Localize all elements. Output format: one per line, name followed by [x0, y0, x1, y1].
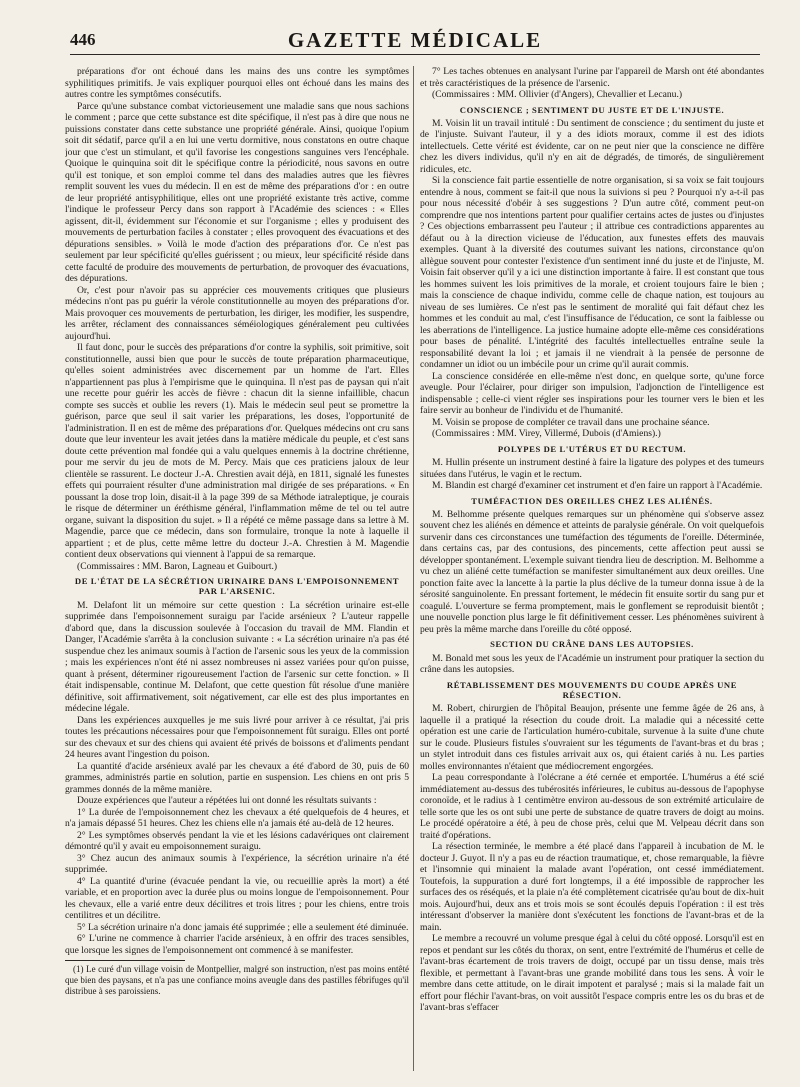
list-item: 6° L'urine ne commence à charrier l'acide arsénieux, à en offrir des traces sensibles, que lorsque les signes de l'empoisonnement ont commencé à se manifester. — [65, 933, 409, 956]
section-heading: POLYPES DE L'UTÉRUS ET DU RECTUM. — [497, 443, 687, 454]
paragraph: La peau correspondante à l'olécrane a été cernée et emportée. L'humérus a été scié immédiatement au-dessus des tubérosités inférieures, le cubitus au-dessous de l'apophyse coronoïde, et le radius à 1 centimètre environ au-dessous de son extrémité articulaire de telle sorte que les os ont subi une perte de substance de quatre travers de doigt au moins. Le procédé opératoire a été, à peu de chose près, celui que M. Velpeau décrit dans son traité d'opérations. — [420, 772, 764, 841]
paragraph: M. Voisin se propose de compléter ce travail dans une prochaine séance. — [432, 416, 710, 428]
paragraph: M. Bonald met sous les yeux de l'Académie un instrument pour pratiquer la section du crâne dans les autopsies. — [420, 652, 764, 676]
section-heading: TUMÉFACTION DES OREILLES CHEZ LES ALIÉNÉS. — [471, 495, 713, 506]
commission-line: (Commissaires : MM. Ollivier (d'Angers), Chevallier et Lecanu.) — [432, 89, 683, 100]
list-item: 4° La quantité d'urine (évacuée pendant la vie, ou recueillie après la mort) a été variable, et en proportion avec la durée plus ou moins longue de l'empoisonnement. Pour les chevaux, elle a varié entre deux décilitres et trois litres ; pour les chiens, entre trois centilitres et un décilitre. — [65, 875, 409, 922]
paragraph: préparations d'or ont échoué dans les mains des uns contre les symptômes syphilitiques primitifs. Je vais expliquer pourquoi elles ont échoué dans les mains des autres contre les symptômes consécutifs. — [65, 66, 409, 100]
paragraph: M. Belhomme présente quelques remarques sur un phénomène qui s'observe assez souvent chez les aliénés en démence et atteints de paralysie générale. On voit quelquefois survenir dans ces circonstances une tuméfaction des téguments de l'oreille. Déterminée, dans certains cas, par des contusions, des pincements, cette affection peut aussi se développer spontanément. L'exemple suivant tiendra lieu de description. M. Belhomme a vu chez un aliéné cette tuméfaction se manifester simultanément aux deux oreilles. Une ponction faite avec la lancette à la partie la plus déclive de la tumeur donna issue à de la sérosité sanguinolente. En pressant fortement, le médecin fit ensuite sortir du sang pur et coagulé. L'ouverture se ferma promptement, mais le gonflement se reproduisit bientôt ; une nouvelle ponction plus large le fit définitivement cesser. Les phénomènes suivirent à peu près la même marche dans l'oreille du côté opposé. — [420, 508, 764, 635]
paragraph: Dans les expériences auxquelles je me suis livré pour arriver à ce résultat, j'ai pris toutes les précautions nécessaires pour que l'empoisonnement fût suraigu. Elles ont porté sur des chevaux et sur des chiens qui avaient été privés de boissons et d'aliments pendant 24 heures avant l'ingestion du poison. — [65, 714, 409, 761]
paragraph: La conscience considérée en elle-même n'est donc, en quelque sorte, qu'une force aveugle. Pour l'éclairer, pour diriger son impulsion, l'adjonction de l'intelligence est indispensable ; celle-ci vient régler ses inspirations pour les tourner vers le bien et les faire servir au bonheur de l'individu et de l'humanité. — [420, 370, 764, 417]
paragraph: Si la conscience fait partie essentielle de notre organisation, si sa voix se fait toujours entendre à nous, comment se fait-il que nous la suivions si peu ? Pourquoi n'y a-t-il pas pour nous nécessité d'obéir à ses suggestions ? D'un autre côté, comment peut-on comprendre que nos intentions partent pour qualifier certains actes de justes ou d'injustes ? Ces objections embarrassent peu l'auteur ; il attribue ces contradictions apparentes au défaut ou à la direction vicieuse de l'éducation, aux funestes effets des mauvais exemples. Quant à la diversité des coutumes suivant les nations, circonstance qu'on allègue souvent pour contester l'existence d'un sentiment inné du juste et de l'injuste, M. Voisin fait observer qu'il y a ici une distinction importante à faire. Il est constant que tous les hommes suivent les lois primitives de la morale, et croient toujours faire le bien ; mais la conscience de chaque individu, comme celle de chaque nation, est toujours au niveau de ses lumières. Ce n'est pas le sentiment de moralité qui fait défaut chez les hommes et les conduit au mal, c'est l'insuffisance de l'éducation, ce sont la faiblesse ou les aberrations de l'intelligence. La justice humaine adopte elle-même ces considérations pour bases de pénalité. L'intégrité des facultés intellectuelles entraîne seule la responsabilité devant la loi ; et jamais il ne viendrait à la pensée de personne de condamner un idiot ou un imbécile pour un crime qu'il aurait commis. — [420, 175, 764, 371]
footnote: (1) Le curé d'un village voisin de Montpellier, malgré son instruction, n'est pas moins entêté que bien des paysans, et n'a pas une confiance moins aveugle dans des pastilles fébrifuges qu'il distribue à ses paroissiens. — [65, 964, 409, 996]
left-column — [65, 66, 409, 1071]
section-heading: SECTION DU CRÂNE DANS LES AUTOPSIES. — [490, 639, 694, 650]
paragraph: 7° Les taches obtenues en analysant l'urine par l'appareil de Marsh ont été abondantes et très caractéristiques de la présence de l'arsenic. — [420, 66, 764, 89]
paragraph: Le membre a recouvré un volume presque égal à celui du côté opposé. Lorsqu'il est en repos et pendant sur les côtés du thorax, on sent, entre l'extrémité de l'humérus et celle de l'avant-bras écartement de trois travers de doigt, occupé par un tissu dense, mais très flexible, et permettant à l'avant-bras une grande mobilité dans tous les sens. À voir le membre dans cette attitude, on le dirait impotent et paralysé ; mais si la malade fait un effort pour fléchir l'avant-bras, on voit aussitôt l'espace compris entre les os du bras et de l'avant-bras s'effacer — [420, 933, 764, 1014]
paragraph: Il faut donc, pour le succès des préparations d'or contre la syphilis, soit primitive, soit constitutionnelle, aussi bien que pour le succès de toute préparation pharmaceutique, qu'elles soient administrées avec discernement par un homme de l'art. Elles n'appartiennent pas plus à l'empirisme que le quinquina. Il n'est pas de paysan qui n'ait une recette pour guérir les accès de fièvre : chacun dit la sienne infaillible, chacun compte ses succès et oublie les revers (1). Mais le médecin seul peut se promettre la guérison, parce que seul il sait varier les préparations, les doses, l'opportunité de l'administration. Il en est de même des préparations d'or. Quelques médecins ont cru sans doute que leur inventeur les avait jetées dans la matière médicale du peuple, et c'est sans doute cette prévention mal fondée qui a valu quelques ennemis à la doctrine chrétienne, pour me servir du jeu de mots de M. Percy. Mais que ces praticiens jaloux de leur clientèle se rassurent. Le docteur J.-A. Chrestien avait déjà, en 1811, signalé les funestes effets qui pourraient résulter d'une administration mal dirigée de ses préparations. « En poussant la dose trop loin, disait-il à la page 399 de sa Méthode iatraleptique, je courais le risque de déterminer un éréthisme général, l'inflammation même de tel ou tel autre organe, suivant la disposition du sujet. » Il a répété ce même passage dans sa lettre à M. Magendie, parce que ce médecin, dans son formulaire, tronque la note à laquelle il appartient ; et de plus, cette même lettre du docteur J.-A. Chrestien à M. Magendie contient deux observations qui viennent à l'appui de sa remarque. — [65, 342, 409, 560]
paragraph: Or, c'est pour n'avoir pas su apprécier ces mouvements critiques que plusieurs médecins n'ont pas pu guérir la vérole constitutionnelle au moyen des préparations d'or. Mais provoquer ces mouvements de perturbation, les diriger, les modifier, les suspendre, les arrêter, réclament des connaissances séméiologiques généralement peu cultivées aujourd'hui. — [65, 284, 409, 342]
paragraph: M. Voisin lit un travail intitulé : Du sentiment de conscience ; du sentiment du juste et de l'injuste. Suivant l'auteur, il y a des idiots moraux, comme il est des idiots intellectuels. Cette vérité est évidente, car on ne peut nier que la conscience ne diffère chez les divers individus, qu'il n'y en ait de dégradés, de timorés, de singulièrement ridicules, etc. — [420, 117, 764, 175]
paragraph: M. Blandin est chargé d'examiner cet instrument et d'en faire un rapport à l'Académie. — [432, 480, 763, 492]
page-title: GAZETTE MÉDICALE — [287, 28, 543, 52]
footnote-rule — [65, 960, 185, 961]
column-divider — [413, 66, 414, 1071]
paragraph: M. Robert, chirurgien de l'hôpital Beaujon, présente une femme âgée de 26 ans, à laquelle il a pratiqué la résection du coude droit. La maladie qui a nécessité cette opération est une carie de l'articulation huméro-cubitale, survenue à la suite d'une chute sur le coude. Plusieurs fistules s'ouvraient sur les téguments de l'avant-bras et du bras ; un stylet introduit dans ces fistules arrivait aux os, qui étaient cariés à nu. Les parties molles environnantes n'étaient que médiocrement engorgées. — [420, 703, 764, 772]
paragraph: Parce qu'une substance combat victorieusement une maladie sans que nous sachions le comment ; parce que cette substance est dite spécifique, il n'est pas à dire que nous ne puissions constater dans cette substance une propriété générale. Ainsi, quoique l'opium soit dit sédatif, parce qu'il a en lui une vertu dormitive, nous constatons en outre chaque jour que c'est un stimulant, et qu'il favorise les congestions sanguines vers l'encéphale. Quoique le quinquina soit dit le spécifique contre la périodicité, nous savons en outre qu'il est tonique, et son emploi comme tel dans des maladies autres que les fièvres remplit souvent les vues du médecin. Il en est de même des préparations d'or : en outre de leur propriété antisyphilitique, elles ont une propriété existante très active, comme l'indique le professeur Percy dans son rapport à l'Académie des sciences : « Elles agissent, dit-il, évidemment sur l'économie et sur l'organisme ; elles y produisent des mouvements de perturbation faciles à constater ; elles provoquent des évacuations et des dépurations sensibles. » Voilà le mode d'action des préparations d'or. Ce n'est pas seulement par leur spécificité qu'elles guérissent ; ou mieux, leur spécificité réside dans cette faculté de produire des mouvements de perturbation, de provoquer des évacuations, des dépurations. — [65, 100, 409, 284]
paragraph: La quantité d'acide arsénieux avalé par les chevaux a été d'abord de 30, puis de 60 grammes, administrés partie en solution, partie en suspension. Les chiens en ont pris 5 grammes donnés de la même manière. — [65, 760, 409, 795]
list-item: 3° Chez aucun des animaux soumis à l'expérience, la sécrétion urinaire n'a été supprimée. — [65, 852, 409, 876]
right-column — [420, 66, 764, 1071]
page-number: 446 — [70, 30, 96, 49]
commission-line: (Commissaires : MM. Virey, Villermé, Dubois (d'Amiens).) — [432, 428, 661, 440]
paragraph: La résection terminée, le membre a été placé dans l'appareil à incubation de M. le docteur J. Guyot. Il n'y a pas eu de réaction traumatique, et, chose remarquable, la fièvre et l'insomnie qui minaient la malade avant l'opération, ont cessé immédiatement. Toutefois, la suppuration a duré fort longtemps, il a été impossible de rapprocher les surfaces des os réséqués, et la plaie n'a été complètement cicatrisée qu'au bout de dix-huit mois. Aujourd'hui, deux ans et trois mois se sont écoulés depuis l'opération : il est très intéressant d'observer la manière dont s'exécutent les fonctions de l'avant-bras et de la main. — [420, 841, 764, 933]
list-item: 5° La sécrétion urinaire n'a donc jamais été supprimée ; elle a seulement été diminuée. — [77, 921, 409, 933]
paragraph: M. Delafont lit un mémoire sur cette question : La sécrétion urinaire est-elle supprimée dans l'empoisonnement suraigu par l'acide arsénieux ? L'auteur rappelle d'abord que, dans la discussion soulevée à l'occasion du travail de MM. Flandin et Danger, l'Académie s'arrêta à la conclusion suivante : « La sécrétion urinaire n'a pas été suspendue chez les animaux soumis à l'action de l'arsenic sous les yeux de la commission ; mais les expériences n'ont été ni assez nombreuses ni assez variées pour qu'on puisse, quant à présent, déterminer rigoureusement l'action de l'arsenic sur cette fonction. » Il était indispensable, continue M. Delafont, que cette question fût résolue d'une manière définitive, soit affirmativement, soit négativement, car elle est des plus importantes en médecine légale. — [65, 599, 409, 715]
paragraph: M. Hullin présente un instrument destiné à faire la ligature des polypes et des tumeurs situées dans l'utérus, le vagin et le rectum. — [420, 457, 764, 480]
list-item: 2° Les symptômes observés pendant la vie et les lésions cadavériques ont clairement démontré qu'il y avait eu empoisonnement suraigu. — [65, 829, 409, 853]
list-item: 1° La durée de l'empoisonnement chez les chevaux a été quelquefois de 4 heures, et n'a jamais dépassé 51 heures. Chez les chiens elle n'a jamais été au-delà de 12 heures. — [65, 806, 409, 830]
section-heading: DE L'ÉTAT DE LA SÉCRÉTION URINAIRE DANS L'EMPOISONNEMENT PAR L'ARSENIC. — [74, 576, 400, 597]
page-header — [70, 28, 760, 55]
commission-line: (Commissaires : MM. Baron, Lagneau et Guibourt.) — [77, 560, 278, 572]
section-heading: CONSCIENCE ; SENTIMENT DU JUSTE ET DE L'INJUSTE. — [459, 104, 725, 115]
section-heading: RÉTABLISSEMENT DES MOUVEMENTS DU COUDE APRÈS UNE RÉSECTION. — [446, 679, 738, 701]
paragraph: Douze expériences que l'auteur a répétées lui ont donné les résultats suivants : — [77, 795, 377, 807]
